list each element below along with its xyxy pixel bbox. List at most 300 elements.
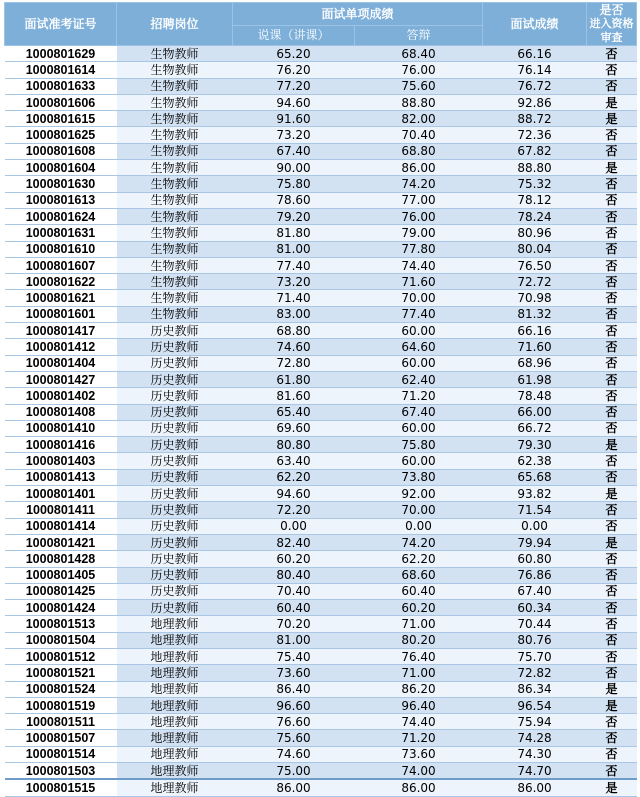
- cell-post: 生物教师: [117, 94, 233, 110]
- cell-pass-status: 是: [587, 697, 637, 713]
- cell-id: 1000801414: [5, 518, 117, 534]
- table-row[interactable]: [5, 648, 637, 664]
- cell-post: 历史教师: [117, 502, 233, 518]
- table-row[interactable]: [5, 518, 637, 534]
- cell-defense-score: 73.60: [355, 746, 483, 762]
- cell-lecture-score: 76.60: [233, 714, 355, 730]
- table-row[interactable]: [5, 176, 637, 192]
- cell-post: 生物教师: [117, 127, 233, 143]
- table-body: [5, 46, 637, 797]
- cell-id: 1000801608: [5, 143, 117, 159]
- cell-total-score: 79.30: [483, 437, 587, 453]
- table-row[interactable]: [5, 746, 637, 762]
- cell-pass-status: 是: [587, 681, 637, 697]
- table-row[interactable]: [5, 371, 637, 387]
- cell-total-score: 88.80: [483, 160, 587, 176]
- cell-defense-score: 86.20: [355, 681, 483, 697]
- cell-post: 历史教师: [117, 355, 233, 371]
- cell-post: 生物教师: [117, 257, 233, 273]
- cell-pass-status: 否: [587, 241, 637, 257]
- cell-total-score: 76.14: [483, 62, 587, 78]
- cell-pass-status: 否: [587, 763, 637, 780]
- cell-total-score: 71.54: [483, 502, 587, 518]
- cell-id: 1000801604: [5, 160, 117, 176]
- cell-total-score: 76.86: [483, 567, 587, 583]
- cell-total-score: 61.98: [483, 371, 587, 387]
- cell-lecture-score: 94.60: [233, 486, 355, 502]
- cell-pass-status: 否: [587, 323, 637, 339]
- cell-lecture-score: 81.80: [233, 225, 355, 241]
- cell-lecture-score: 71.40: [233, 290, 355, 306]
- cell-total-score: 72.72: [483, 274, 587, 290]
- cell-defense-score: 92.00: [355, 486, 483, 502]
- table-row[interactable]: [5, 355, 637, 371]
- cell-lecture-score: 75.80: [233, 176, 355, 192]
- table-row[interactable]: [5, 257, 637, 273]
- cell-defense-score: 70.00: [355, 502, 483, 518]
- cell-total-score: 72.82: [483, 665, 587, 681]
- cell-lecture-score: 86.00: [233, 779, 355, 796]
- cell-id: 1000801512: [5, 648, 117, 664]
- cell-pass-status: 否: [587, 127, 637, 143]
- cell-post: 生物教师: [117, 160, 233, 176]
- cell-pass-status: 否: [587, 371, 637, 387]
- cell-pass-status: 否: [587, 632, 637, 648]
- cell-post: 历史教师: [117, 437, 233, 453]
- cell-defense-score: 68.80: [355, 143, 483, 159]
- cell-lecture-score: 68.80: [233, 323, 355, 339]
- table-row[interactable]: [5, 437, 637, 453]
- cell-lecture-score: 70.40: [233, 583, 355, 599]
- cell-id: 1000801614: [5, 62, 117, 78]
- table-row[interactable]: [5, 306, 637, 322]
- cell-total-score: 60.34: [483, 600, 587, 616]
- header-pass[interactable]: [587, 3, 637, 46]
- cell-total-score: 66.00: [483, 404, 587, 420]
- cell-defense-score: 79.00: [355, 225, 483, 241]
- cell-lecture-score: 61.80: [233, 371, 355, 387]
- cell-lecture-score: 94.60: [233, 94, 355, 110]
- cell-post: 历史教师: [117, 486, 233, 502]
- table-row[interactable]: [5, 681, 637, 697]
- cell-post: 生物教师: [117, 290, 233, 306]
- table-row[interactable]: [5, 225, 637, 241]
- cell-total-score: 76.72: [483, 78, 587, 94]
- cell-id: 1000801624: [5, 208, 117, 224]
- header-group: 面试单项成绩: [233, 3, 483, 26]
- table-row[interactable]: [5, 388, 637, 404]
- cell-id: 1000801621: [5, 290, 117, 306]
- cell-post: 生物教师: [117, 176, 233, 192]
- cell-id: 1000801515: [5, 779, 117, 796]
- cell-total-score: 80.96: [483, 225, 587, 241]
- cell-lecture-score: 80.40: [233, 567, 355, 583]
- cell-pass-status: 是: [587, 534, 637, 550]
- cell-id: 1000801404: [5, 355, 117, 371]
- table-row[interactable]: [5, 486, 637, 502]
- table-row[interactable]: [5, 567, 637, 583]
- cell-pass-status: 否: [587, 469, 637, 485]
- cell-defense-score: 80.20: [355, 632, 483, 648]
- cell-post: 生物教师: [117, 208, 233, 224]
- cell-total-score: 76.50: [483, 257, 587, 273]
- cell-lecture-score: 78.60: [233, 192, 355, 208]
- cell-post: 生物教师: [117, 192, 233, 208]
- table-row[interactable]: [5, 143, 637, 159]
- cell-defense-score: 76.00: [355, 208, 483, 224]
- cell-lecture-score: 80.80: [233, 437, 355, 453]
- table-row[interactable]: [5, 404, 637, 420]
- table-row[interactable]: [5, 339, 637, 355]
- cell-defense-score: 70.00: [355, 290, 483, 306]
- cell-pass-status: 否: [587, 290, 637, 306]
- cell-defense-score: 74.40: [355, 714, 483, 730]
- cell-post: 地理教师: [117, 665, 233, 681]
- cell-defense-score: 60.00: [355, 453, 483, 469]
- cell-total-score: 92.86: [483, 94, 587, 110]
- cell-defense-score: 62.40: [355, 371, 483, 387]
- cell-total-score: 70.98: [483, 290, 587, 306]
- cell-id: 1000801524: [5, 681, 117, 697]
- cell-total-score: 65.68: [483, 469, 587, 485]
- cell-total-score: 74.70: [483, 763, 587, 780]
- cell-id: 1000801408: [5, 404, 117, 420]
- cell-id: 1000801413: [5, 469, 117, 485]
- cell-defense-score: 71.20: [355, 388, 483, 404]
- cell-id: 1000801410: [5, 420, 117, 436]
- cell-pass-status: 否: [587, 143, 637, 159]
- cell-pass-status: 否: [587, 518, 637, 534]
- cell-total-score: 78.12: [483, 192, 587, 208]
- cell-defense-score: 60.20: [355, 600, 483, 616]
- cell-defense-score: 70.40: [355, 127, 483, 143]
- cell-defense-score: 0.00: [355, 518, 483, 534]
- cell-lecture-score: 69.60: [233, 420, 355, 436]
- cell-post: 地理教师: [117, 714, 233, 730]
- cell-pass-status: 否: [587, 616, 637, 632]
- cell-pass-status: 否: [587, 746, 637, 762]
- cell-total-score: 62.38: [483, 453, 587, 469]
- cell-id: 1000801630: [5, 176, 117, 192]
- cell-total-score: 71.60: [483, 339, 587, 355]
- cell-total-score: 60.80: [483, 551, 587, 567]
- cell-defense-score: 68.40: [355, 46, 483, 62]
- cell-defense-score: 88.80: [355, 94, 483, 110]
- cell-lecture-score: 74.60: [233, 746, 355, 762]
- cell-id: 1000801633: [5, 78, 117, 94]
- cell-defense-score: 73.80: [355, 469, 483, 485]
- cell-pass-status: 否: [587, 567, 637, 583]
- table-row[interactable]: [5, 714, 637, 730]
- cell-lecture-score: 63.40: [233, 453, 355, 469]
- cell-id: 1000801613: [5, 192, 117, 208]
- cell-id: 1000801607: [5, 257, 117, 273]
- cell-total-score: 70.44: [483, 616, 587, 632]
- cell-post: 历史教师: [117, 567, 233, 583]
- cell-defense-score: 74.20: [355, 176, 483, 192]
- cell-lecture-score: 75.00: [233, 763, 355, 780]
- cell-total-score: 68.96: [483, 355, 587, 371]
- cell-total-score: 74.28: [483, 730, 587, 746]
- cell-pass-status: 否: [587, 730, 637, 746]
- cell-id: 1000801625: [5, 127, 117, 143]
- cell-pass-status: 否: [587, 388, 637, 404]
- cell-id: 1000801412: [5, 339, 117, 355]
- cell-defense-score: 71.00: [355, 616, 483, 632]
- cell-lecture-score: 60.40: [233, 600, 355, 616]
- cell-lecture-score: 83.00: [233, 306, 355, 322]
- cell-lecture-score: 73.20: [233, 274, 355, 290]
- cell-pass-status: 否: [587, 339, 637, 355]
- table-row[interactable]: [5, 420, 637, 436]
- table-row[interactable]: [5, 323, 637, 339]
- cell-lecture-score: 62.20: [233, 469, 355, 485]
- cell-total-score: 66.16: [483, 46, 587, 62]
- cell-post: 历史教师: [117, 551, 233, 567]
- cell-post: 地理教师: [117, 779, 233, 796]
- results-sheet: [4, 2, 636, 797]
- cell-pass-status: 否: [587, 274, 637, 290]
- cell-total-score: 74.30: [483, 746, 587, 762]
- cell-post: 生物教师: [117, 274, 233, 290]
- table-row[interactable]: [5, 192, 637, 208]
- cell-lecture-score: 81.00: [233, 632, 355, 648]
- cell-total-score: 67.40: [483, 583, 587, 599]
- header-defense[interactable]: 答辩: [355, 25, 483, 45]
- cell-total-score: 75.70: [483, 648, 587, 664]
- cell-pass-status: 否: [587, 225, 637, 241]
- cell-total-score: 66.16: [483, 323, 587, 339]
- cell-total-score: 75.32: [483, 176, 587, 192]
- cell-defense-score: 60.40: [355, 583, 483, 599]
- cell-id: 1000801521: [5, 665, 117, 681]
- cell-defense-score: 62.20: [355, 551, 483, 567]
- cell-total-score: 72.36: [483, 127, 587, 143]
- table-row[interactable]: [5, 534, 637, 550]
- cell-pass-status: 否: [587, 192, 637, 208]
- header-post[interactable]: 招聘岗位: [117, 3, 233, 46]
- table-row[interactable]: [5, 779, 637, 796]
- cell-defense-score: 71.00: [355, 665, 483, 681]
- cell-id: 1000801629: [5, 46, 117, 62]
- table-row[interactable]: [5, 763, 637, 780]
- table-row[interactable]: [5, 46, 637, 62]
- cell-post: 历史教师: [117, 323, 233, 339]
- cell-lecture-score: 76.20: [233, 62, 355, 78]
- cell-total-score: 88.72: [483, 111, 587, 127]
- cell-pass-status: 否: [587, 453, 637, 469]
- cell-id: 1000801428: [5, 551, 117, 567]
- cell-id: 1000801427: [5, 371, 117, 387]
- cell-total-score: 86.00: [483, 779, 587, 796]
- results-table: [4, 2, 637, 797]
- cell-id: 1000801631: [5, 225, 117, 241]
- cell-defense-score: 96.40: [355, 697, 483, 713]
- cell-defense-score: 86.00: [355, 160, 483, 176]
- cell-id: 1000801416: [5, 437, 117, 453]
- cell-pass-status: 否: [587, 502, 637, 518]
- table-row[interactable]: [5, 583, 637, 599]
- cell-total-score: 78.24: [483, 208, 587, 224]
- table-row[interactable]: [5, 208, 637, 224]
- cell-defense-score: 86.00: [355, 779, 483, 796]
- cell-post: 生物教师: [117, 241, 233, 257]
- cell-pass-status: 是: [587, 486, 637, 502]
- cell-total-score: 78.48: [483, 388, 587, 404]
- cell-post: 地理教师: [117, 763, 233, 780]
- cell-lecture-score: 77.20: [233, 78, 355, 94]
- header-lecture[interactable]: 说课（讲课）: [233, 25, 355, 45]
- cell-defense-score: 75.60: [355, 78, 483, 94]
- table-row[interactable]: [5, 111, 637, 127]
- cell-lecture-score: 70.20: [233, 616, 355, 632]
- cell-lecture-score: 81.00: [233, 241, 355, 257]
- cell-pass-status: 否: [587, 714, 637, 730]
- cell-post: 历史教师: [117, 518, 233, 534]
- cell-pass-status: 否: [587, 420, 637, 436]
- cell-total-score: 75.94: [483, 714, 587, 730]
- cell-lecture-score: 60.20: [233, 551, 355, 567]
- cell-id: 1000801503: [5, 763, 117, 780]
- cell-lecture-score: 91.60: [233, 111, 355, 127]
- cell-id: 1000801424: [5, 600, 117, 616]
- cell-id: 1000801615: [5, 111, 117, 127]
- table-row[interactable]: [5, 697, 637, 713]
- table-row[interactable]: [5, 62, 637, 78]
- cell-defense-score: 71.60: [355, 274, 483, 290]
- cell-lecture-score: 81.60: [233, 388, 355, 404]
- cell-pass-status: 否: [587, 551, 637, 567]
- table-row[interactable]: [5, 290, 637, 306]
- cell-post: 地理教师: [117, 681, 233, 697]
- cell-post: 生物教师: [117, 111, 233, 127]
- cell-pass-status: 否: [587, 46, 637, 62]
- cell-post: 生物教师: [117, 46, 233, 62]
- cell-id: 1000801421: [5, 534, 117, 550]
- cell-defense-score: 77.40: [355, 306, 483, 322]
- cell-lecture-score: 72.20: [233, 502, 355, 518]
- cell-pass-status: 否: [587, 583, 637, 599]
- cell-defense-score: 74.00: [355, 763, 483, 780]
- table-row[interactable]: [5, 632, 637, 648]
- cell-post: 地理教师: [117, 746, 233, 762]
- cell-total-score: 86.34: [483, 681, 587, 697]
- cell-defense-score: 60.00: [355, 355, 483, 371]
- cell-pass-status: 否: [587, 404, 637, 420]
- cell-defense-score: 76.40: [355, 648, 483, 664]
- cell-total-score: 67.82: [483, 143, 587, 159]
- cell-pass-status: 否: [587, 306, 637, 322]
- header-id[interactable]: 面试准考证号: [5, 3, 117, 46]
- cell-id: 1000801504: [5, 632, 117, 648]
- cell-lecture-score: 72.80: [233, 355, 355, 371]
- table-row[interactable]: [5, 551, 637, 567]
- cell-lecture-score: 67.40: [233, 143, 355, 159]
- cell-total-score: 80.76: [483, 632, 587, 648]
- cell-post: 地理教师: [117, 697, 233, 713]
- cell-post: 历史教师: [117, 469, 233, 485]
- cell-pass-status: 是: [587, 111, 637, 127]
- cell-id: 1000801610: [5, 241, 117, 257]
- cell-id: 1000801401: [5, 486, 117, 502]
- cell-defense-score: 77.80: [355, 241, 483, 257]
- cell-lecture-score: 73.60: [233, 665, 355, 681]
- cell-total-score: 80.04: [483, 241, 587, 257]
- cell-pass-status: 否: [587, 600, 637, 616]
- cell-post: 生物教师: [117, 225, 233, 241]
- cell-lecture-score: 82.40: [233, 534, 355, 550]
- cell-id: 1000801519: [5, 697, 117, 713]
- cell-id: 1000801507: [5, 730, 117, 746]
- cell-defense-score: 60.00: [355, 323, 483, 339]
- cell-total-score: 66.72: [483, 420, 587, 436]
- cell-defense-score: 76.00: [355, 62, 483, 78]
- cell-defense-score: 75.80: [355, 437, 483, 453]
- cell-post: 生物教师: [117, 306, 233, 322]
- cell-total-score: 79.94: [483, 534, 587, 550]
- cell-id: 1000801403: [5, 453, 117, 469]
- table-header: [5, 3, 637, 46]
- cell-defense-score: 68.60: [355, 567, 483, 583]
- cell-post: 历史教师: [117, 339, 233, 355]
- table-row[interactable]: [5, 730, 637, 746]
- cell-post: 历史教师: [117, 453, 233, 469]
- cell-post: 历史教师: [117, 388, 233, 404]
- cell-id: 1000801402: [5, 388, 117, 404]
- cell-pass-status: 否: [587, 257, 637, 273]
- cell-lecture-score: 65.20: [233, 46, 355, 62]
- table-row[interactable]: [5, 453, 637, 469]
- table-row[interactable]: [5, 78, 637, 94]
- cell-lecture-score: 96.60: [233, 697, 355, 713]
- table-row[interactable]: [5, 502, 637, 518]
- table-row[interactable]: [5, 160, 637, 176]
- table-row[interactable]: [5, 600, 637, 616]
- cell-post: 历史教师: [117, 534, 233, 550]
- cell-id: 1000801411: [5, 502, 117, 518]
- cell-post: 历史教师: [117, 371, 233, 387]
- table-row[interactable]: [5, 127, 637, 143]
- cell-post: 地理教师: [117, 730, 233, 746]
- table-row[interactable]: [5, 94, 637, 110]
- cell-id: 1000801622: [5, 274, 117, 290]
- cell-pass-status: 否: [587, 355, 637, 371]
- cell-post: 历史教师: [117, 600, 233, 616]
- cell-id: 1000801405: [5, 567, 117, 583]
- cell-pass-status: 是: [587, 160, 637, 176]
- cell-id: 1000801513: [5, 616, 117, 632]
- cell-pass-status: 否: [587, 176, 637, 192]
- table-row[interactable]: [5, 274, 637, 290]
- cell-total-score: 96.54: [483, 697, 587, 713]
- table-row[interactable]: [5, 469, 637, 485]
- cell-defense-score: 64.60: [355, 339, 483, 355]
- cell-defense-score: 74.40: [355, 257, 483, 273]
- table-row[interactable]: [5, 665, 637, 681]
- header-pass-line1: 是否: [599, 3, 624, 17]
- cell-post: 生物教师: [117, 78, 233, 94]
- cell-lecture-score: 65.40: [233, 404, 355, 420]
- header-total[interactable]: 面试成绩: [483, 3, 587, 46]
- table-row[interactable]: [5, 241, 637, 257]
- cell-lecture-score: 74.60: [233, 339, 355, 355]
- cell-post: 历史教师: [117, 420, 233, 436]
- cell-post: 生物教师: [117, 143, 233, 159]
- table-row[interactable]: [5, 616, 637, 632]
- cell-lecture-score: 73.20: [233, 127, 355, 143]
- cell-defense-score: 74.20: [355, 534, 483, 550]
- cell-pass-status: 是: [587, 437, 637, 453]
